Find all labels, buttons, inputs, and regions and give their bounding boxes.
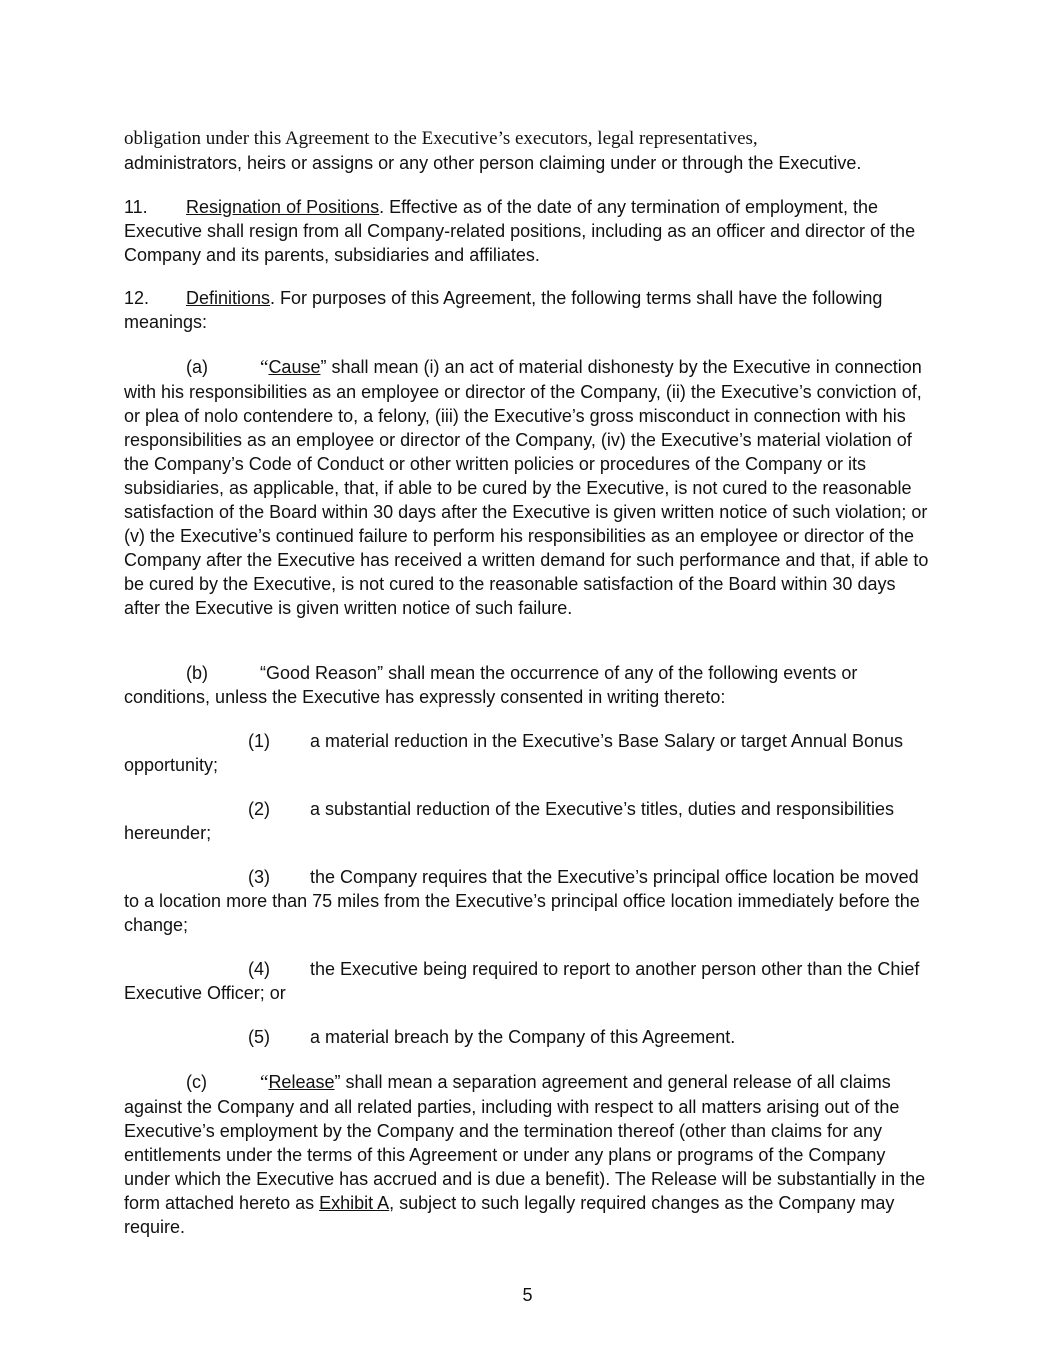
good-reason-item-5-label: (5) (248, 1027, 270, 1047)
good-reason-item-3 (124, 865, 936, 937)
definition-a-open-quote: “ (260, 357, 269, 378)
section-12 (124, 286, 936, 334)
definition-c-open-quote: “ (260, 1072, 269, 1093)
good-reason-item-1-text: a material reduction in the Executive’s Base Salary or target Annual Bonus opportunity; (124, 731, 904, 775)
definition-c-release (124, 1070, 936, 1239)
section-11-heading: Resignation of Positions (186, 197, 380, 217)
section-12-number: 12. (124, 288, 150, 308)
good-reason-item-2-text: a substantial reduction of the Executive’s titles, duties and responsibilities hereunder; (124, 799, 894, 843)
good-reason-item-2 (124, 797, 936, 845)
good-reason-item-1-label: (1) (248, 731, 270, 751)
good-reason-item-4 (124, 957, 936, 1005)
definition-b-text: “Good Reason” shall mean the occurrence of any of the following events or conditions, unless the Executive has expressly consented in writing thereto: (124, 663, 858, 707)
definition-c-text-before: ” shall mean a separation agreement and general release of all claims against the Company and all related parties, including with respect to all matters arising out of the Executive’s employment by the Company and the termination thereof (other than claims for any entitlements under the terms of this Agreement or under any plans or programs of the Company under which the Executive has accrued and is due a benefit). The Release will be substantially in the form attached hereto as (124, 1072, 926, 1213)
good-reason-item-3-label: (3) (248, 867, 270, 887)
good-reason-item-3-text: the Company requires that the Executive’s principal office location be moved to a location more than 75 miles from the Executive’s principal office location immediately before the change; (124, 867, 920, 935)
good-reason-item-1 (124, 729, 936, 777)
section-11-text: . Effective as of the date of any termination of employment, the Executive shall resign from all Company-related positions, including as an officer and director of the Company and its parents, subsidiaries and affiliates. (124, 197, 916, 265)
good-reason-item-4-label: (4) (248, 959, 270, 979)
definition-b-label: (b) (186, 663, 208, 683)
good-reason-item-5-text: a material breach by the Company of this Agreement. (310, 1027, 736, 1047)
definition-c-label: (c) (186, 1072, 207, 1092)
definition-a-text: ” shall mean (i) an act of material dishonesty by the Executive in connection with his responsibilities as an employee or director of the Company, (ii) the Executive’s conviction of, or plea of nolo contendere to, a felony, (iii) the Executive’s gross misconduct in connection with his responsibilities as an employee or director of the Company, (iv) the Executive’s material violation of the Company’s Code of Conduct or other written policies or procedures of the Company or its subsidiaries, as applicable, that, if able to be cured by the Executive, is not cured to the reasonable satisfaction of the Board within 30 days after the Executive is given written notice of such violation; or (v) the Executive’s continued failure to perform his responsibilities as an employee or director of the Company after the Executive has received a written demand for such performance and that, if able to be cured by the Executive, is not cured to the reasonable satisfaction of the Board within 30 days after the Executive is given written notice of such failure. (124, 357, 929, 618)
definition-b-good-reason (124, 661, 936, 709)
section-11 (124, 195, 936, 267)
definition-c-term: Release (268, 1072, 335, 1092)
intro-line-2: administrators, heirs or assigns or any other person claiming under or through the Executive. (124, 153, 862, 173)
section-12-heading: Definitions (186, 288, 271, 308)
definition-a-term: Cause (268, 357, 321, 377)
intro-line-1: obligation under this Agreement to the Executive’s executors, legal representatives, (124, 128, 758, 149)
good-reason-item-5 (124, 1025, 936, 1049)
definition-c-text-after: , subject to such legally required changes as the Company may require. (124, 1193, 895, 1237)
definition-a-cause (124, 355, 936, 620)
section-11-number: 11. (124, 197, 148, 217)
intro-paragraph (124, 126, 936, 175)
definition-a-label: (a) (186, 357, 208, 377)
page-number: 5 (522, 1285, 533, 1305)
section-12-text: . For purposes of this Agreement, the following terms shall have the following meanings: (124, 288, 883, 332)
exhibit-a-reference: Exhibit A (319, 1193, 390, 1213)
good-reason-item-4-text: the Executive being required to report to another person other than the Chief Executive Officer; or (124, 959, 920, 1003)
good-reason-item-2-label: (2) (248, 799, 270, 819)
